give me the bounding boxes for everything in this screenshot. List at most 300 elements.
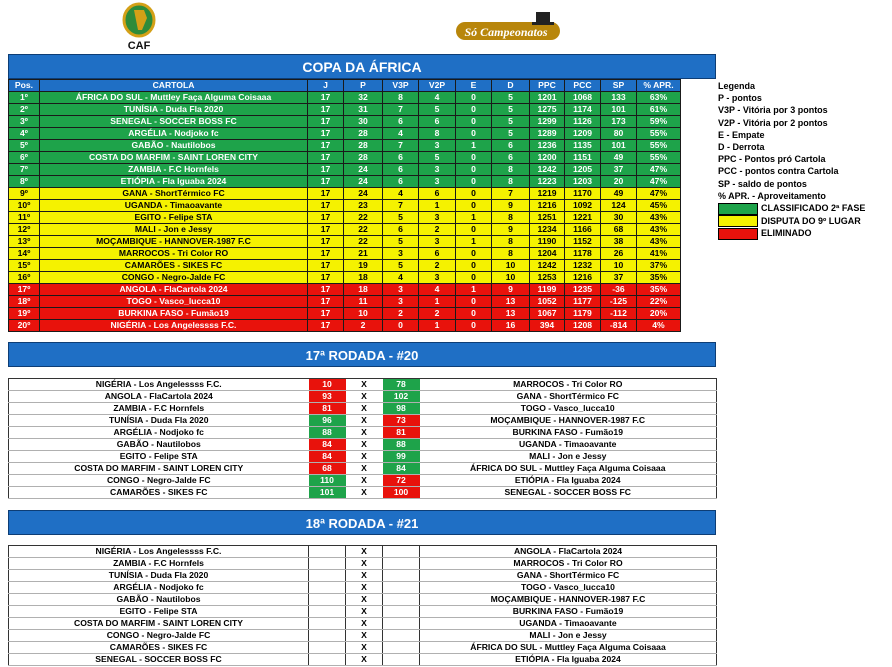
standings-row [9, 284, 681, 296]
home-team: ANGOLA - FlaCartola 2024 [9, 391, 309, 403]
match-row [9, 379, 717, 391]
standings-cell-j: 17 [308, 320, 344, 332]
standings-cell-apr: 22% [637, 296, 681, 308]
standings-cell-ppc: 1190 [530, 236, 565, 248]
away-score [383, 582, 420, 594]
legend-item: D - Derrota [718, 142, 765, 153]
away-team: ETIÓPIA - Fla Iguaba 2024 [420, 654, 717, 666]
standings-cell-pos: 15º [9, 260, 40, 272]
home-score [309, 582, 346, 594]
standings-cell-v3p: 5 [383, 212, 419, 224]
standings-cell-e: 0 [456, 272, 492, 284]
away-score: 98 [383, 403, 420, 415]
standings-cell-team: ÁFRICA DO SUL - Muttley Faça Alguma Coisaaa [40, 92, 308, 104]
standings-cell-ppc: 1200 [530, 152, 565, 164]
standings-cell-pcc: 1166 [565, 224, 601, 236]
legend-zone-label: DISPUTA DO 9º LUGAR [761, 215, 861, 226]
away-score [383, 570, 420, 582]
home-team: COSTA DO MARFIM - SAINT LOREN CITY [9, 618, 309, 630]
standings-cell-e: 0 [456, 308, 492, 320]
versus-label: X [346, 582, 383, 594]
standings-cell-sp: 101 [601, 104, 637, 116]
standings-cell-p: 28 [344, 128, 383, 140]
standings-cell-d: 9 [492, 284, 530, 296]
legend-zone [718, 215, 865, 228]
standings-header-cell: V3P [383, 80, 419, 92]
home-team: NIGÉRIA - Los Angelessss F.C. [9, 379, 309, 391]
standings-cell-p: 2 [344, 320, 383, 332]
standings-row [9, 128, 681, 140]
legend-item: V2P - Vitória por 2 pontos [718, 117, 828, 128]
legend-item: % APR. - Aproveitamento [718, 190, 826, 201]
home-score [309, 606, 346, 618]
away-team: BURKINA FASO - Fumão19 [420, 427, 717, 439]
standings-cell-ppc: 1067 [530, 308, 565, 320]
standings-cell-pcc: 1170 [565, 188, 601, 200]
standings-cell-e: 1 [456, 140, 492, 152]
match-row [9, 415, 717, 427]
versus-label: X [346, 594, 383, 606]
standings-cell-apr: 41% [637, 248, 681, 260]
standings-cell-v2p: 3 [419, 272, 456, 284]
standings-cell-pos: 11º [9, 212, 40, 224]
caf-logo-text: CAF [127, 40, 151, 52]
match-row [9, 439, 717, 451]
standings-cell-j: 17 [308, 104, 344, 116]
standings-cell-e: 1 [456, 284, 492, 296]
away-score [383, 654, 420, 666]
standings-cell-v2p: 2 [419, 224, 456, 236]
match-row [9, 582, 717, 594]
home-score: 96 [309, 415, 346, 427]
standings-header-cell: SP [601, 80, 637, 92]
versus-label: X [346, 630, 383, 642]
standings-cell-team: ANGOLA - FlaCartola 2024 [40, 284, 308, 296]
away-score [383, 606, 420, 618]
standings-cell-v2p: 6 [419, 116, 456, 128]
standings-row [9, 212, 681, 224]
standings-cell-pcc: 1177 [565, 296, 601, 308]
standings-cell-d: 9 [492, 224, 530, 236]
away-team: GANA - ShortTérmico FC [420, 391, 717, 403]
standings-cell-v3p: 5 [383, 236, 419, 248]
standings-cell-team: EGITO - Felipe STA [40, 212, 308, 224]
away-score: 84 [383, 463, 420, 475]
legend-item: E - Empate [718, 129, 765, 140]
standings-cell-e: 0 [456, 128, 492, 140]
standings-cell-p: 24 [344, 164, 383, 176]
standings-cell-ppc: 1289 [530, 128, 565, 140]
home-score [309, 630, 346, 642]
versus-label: X [346, 391, 383, 403]
standings-cell-team: GANA - ShortTérmico FC [40, 188, 308, 200]
standings-cell-pos: 3º [9, 116, 40, 128]
home-team: CAMARÕES - SIKES FC [9, 487, 309, 499]
legend [718, 80, 865, 240]
standings-row [9, 152, 681, 164]
standings-cell-e: 1 [456, 236, 492, 248]
standings-cell-ppc: 1275 [530, 104, 565, 116]
standings-cell-v3p: 3 [383, 248, 419, 260]
standings-cell-j: 17 [308, 248, 344, 260]
standings-cell-team: MOÇAMBIQUE - HANNOVER-1987 F.C [40, 236, 308, 248]
home-team: EGITO - Felipe STA [9, 606, 309, 618]
standings-cell-ppc: 1299 [530, 116, 565, 128]
standings-cell-sp: 10 [601, 260, 637, 272]
standings-cell-pos: 1º [9, 92, 40, 104]
away-score: 100 [383, 487, 420, 499]
standings-cell-pos: 8º [9, 176, 40, 188]
standings-cell-pos: 17º [9, 284, 40, 296]
away-team: TOGO - Vasco_lucca10 [420, 582, 717, 594]
versus-label: X [346, 415, 383, 427]
standings-cell-v3p: 6 [383, 116, 419, 128]
standings-cell-pcc: 1178 [565, 248, 601, 260]
standings-cell-e: 0 [456, 164, 492, 176]
standings-row [9, 140, 681, 152]
away-team: ETIÓPIA - Fla Iguaba 2024 [420, 475, 717, 487]
match-row [9, 630, 717, 642]
legend-item: P - pontos [718, 93, 762, 104]
standings-cell-sp: 68 [601, 224, 637, 236]
away-team: BURKINA FASO - Fumão19 [420, 606, 717, 618]
standings-cell-pcc: 1174 [565, 104, 601, 116]
standings-cell-v2p: 1 [419, 320, 456, 332]
standings-row [9, 308, 681, 320]
standings-cell-e: 0 [456, 116, 492, 128]
standings-cell-d: 13 [492, 296, 530, 308]
standings-cell-p: 24 [344, 176, 383, 188]
legend-zone [718, 202, 865, 215]
home-team: CONGO - Negro-Jalde FC [9, 475, 309, 487]
standings-cell-p: 23 [344, 200, 383, 212]
standings-cell-v3p: 7 [383, 200, 419, 212]
standings-cell-p: 22 [344, 236, 383, 248]
standings-header-cell: D [492, 80, 530, 92]
versus-label: X [346, 439, 383, 451]
away-team: ANGOLA - FlaCartola 2024 [420, 546, 717, 558]
home-team: ZAMBIA - F.C Hornfels [9, 403, 309, 415]
so-campeonatos-logo-text: Só Campeonatos [464, 25, 548, 39]
standings-cell-apr: 43% [637, 212, 681, 224]
home-score [309, 654, 346, 666]
standings-header-cell: V2P [419, 80, 456, 92]
standings-cell-v2p: 8 [419, 128, 456, 140]
standings-cell-apr: 61% [637, 104, 681, 116]
standings-cell-ppc: 1253 [530, 272, 565, 284]
standings-cell-v2p: 4 [419, 284, 456, 296]
standings-row [9, 188, 681, 200]
standings-cell-team: BURKINA FASO - Fumão19 [40, 308, 308, 320]
home-score: 93 [309, 391, 346, 403]
legend-item: PPC - Pontos pró Cartola [718, 154, 826, 165]
home-team: COSTA DO MARFIM - SAINT LOREN CITY [9, 463, 309, 475]
versus-label: X [346, 427, 383, 439]
home-score [309, 558, 346, 570]
home-score [309, 594, 346, 606]
standings-cell-apr: 47% [637, 176, 681, 188]
standings-cell-pcc: 1235 [565, 284, 601, 296]
legend-item: V3P - Vitória por 3 pontos [718, 105, 828, 116]
standings-cell-ppc: 1234 [530, 224, 565, 236]
standings-cell-pcc: 1151 [565, 152, 601, 164]
standings-cell-pcc: 1126 [565, 116, 601, 128]
standings-cell-d: 5 [492, 128, 530, 140]
standings-cell-e: 0 [456, 104, 492, 116]
legend-zone-swatch [718, 203, 758, 215]
standings-cell-pcc: 1205 [565, 164, 601, 176]
standings-cell-sp: 49 [601, 188, 637, 200]
standings-cell-ppc: 1242 [530, 260, 565, 272]
standings-header-cell: % APR. [637, 80, 681, 92]
standings-cell-v2p: 2 [419, 260, 456, 272]
standings-cell-apr: 4% [637, 320, 681, 332]
standings-row [9, 248, 681, 260]
standings-cell-e: 0 [456, 248, 492, 260]
standings-cell-d: 5 [492, 92, 530, 104]
standings-row [9, 224, 681, 236]
versus-label: X [346, 463, 383, 475]
match-row [9, 558, 717, 570]
match-row [9, 451, 717, 463]
standings-cell-pcc: 1179 [565, 308, 601, 320]
standings-cell-sp: 37 [601, 272, 637, 284]
standings-cell-team: ETIÓPIA - Fla Iguaba 2024 [40, 176, 308, 188]
standings-cell-apr: 37% [637, 260, 681, 272]
away-team: MALI - Jon e Jessy [420, 451, 717, 463]
versus-label: X [346, 654, 383, 666]
standings-cell-e: 0 [456, 260, 492, 272]
standings-cell-p: 18 [344, 284, 383, 296]
match-row [9, 427, 717, 439]
standings-cell-v3p: 2 [383, 308, 419, 320]
home-score: 110 [309, 475, 346, 487]
versus-label: X [346, 558, 383, 570]
standings-row [9, 92, 681, 104]
round-18-title: 18ª RODADA - #21 [8, 510, 716, 535]
standings-cell-ppc: 1052 [530, 296, 565, 308]
standings-cell-pos: 4º [9, 128, 40, 140]
standings-cell-p: 19 [344, 260, 383, 272]
home-score [309, 546, 346, 558]
standings-cell-j: 17 [308, 236, 344, 248]
standings-cell-pcc: 1209 [565, 128, 601, 140]
home-score: 84 [309, 451, 346, 463]
standings-cell-v3p: 7 [383, 140, 419, 152]
standings-cell-d: 5 [492, 116, 530, 128]
standings-row [9, 104, 681, 116]
standings-cell-pos: 5º [9, 140, 40, 152]
standings-cell-pcc: 1135 [565, 140, 601, 152]
standings-cell-pcc: 1208 [565, 320, 601, 332]
standings-cell-apr: 47% [637, 188, 681, 200]
standings-cell-j: 17 [308, 272, 344, 284]
standings-cell-apr: 45% [637, 200, 681, 212]
standings-cell-apr: 47% [637, 164, 681, 176]
home-team: ZAMBIA - F.C Hornfels [9, 558, 309, 570]
standings-header-cell: E [456, 80, 492, 92]
standings-cell-j: 17 [308, 224, 344, 236]
standings-cell-team: ARGÉLIA - Nodjoko fc [40, 128, 308, 140]
standings-header-cell: CARTOLA [40, 80, 308, 92]
standings-cell-team: SENEGAL - SOCCER BOSS FC [40, 116, 308, 128]
standings-cell-team: TUNÍSIA - Duda Fla 2020 [40, 104, 308, 116]
standings-cell-j: 17 [308, 188, 344, 200]
standings-cell-v3p: 8 [383, 92, 419, 104]
away-team: GANA - ShortTérmico FC [420, 570, 717, 582]
standings-cell-pos: 16º [9, 272, 40, 284]
standings-cell-ppc: 1216 [530, 200, 565, 212]
standings-cell-j: 17 [308, 152, 344, 164]
away-team: MARROCOS - Tri Color RO [420, 558, 717, 570]
standings-cell-j: 17 [308, 260, 344, 272]
standings-cell-ppc: 1199 [530, 284, 565, 296]
standings-cell-apr: 35% [637, 272, 681, 284]
standings-cell-p: 22 [344, 212, 383, 224]
away-team: MARROCOS - Tri Color RO [420, 379, 717, 391]
standings-cell-d: 13 [492, 308, 530, 320]
standings-cell-d: 16 [492, 320, 530, 332]
standings-cell-d: 6 [492, 152, 530, 164]
standings-cell-j: 17 [308, 200, 344, 212]
legend-zone-swatch [718, 215, 758, 227]
home-team: SENEGAL - SOCCER BOSS FC [9, 654, 309, 666]
standings-cell-d: 9 [492, 200, 530, 212]
standings-cell-e: 0 [456, 320, 492, 332]
standings-cell-pcc: 1092 [565, 200, 601, 212]
away-score [383, 618, 420, 630]
standings-cell-p: 10 [344, 308, 383, 320]
away-score: 73 [383, 415, 420, 427]
legend-zone-label: ELIMINADO [761, 228, 812, 239]
away-team: ÁFRICA DO SUL - Muttley Faça Alguma Coisaaa [420, 642, 717, 654]
standings-header-cell: PCC [565, 80, 601, 92]
standings-cell-apr: 55% [637, 140, 681, 152]
standings-cell-sp: 133 [601, 92, 637, 104]
standings-cell-j: 17 [308, 212, 344, 224]
standings-cell-v2p: 3 [419, 176, 456, 188]
match-row [9, 618, 717, 630]
standings-header-row [9, 80, 681, 92]
standings-cell-ppc: 1201 [530, 92, 565, 104]
standings-row [9, 272, 681, 284]
standings-cell-v2p: 5 [419, 152, 456, 164]
standings-cell-sp: 124 [601, 200, 637, 212]
match-row [9, 654, 717, 666]
versus-label: X [346, 642, 383, 654]
standings-cell-d: 8 [492, 176, 530, 188]
match-row [9, 487, 717, 499]
match-row [9, 403, 717, 415]
standings-cell-sp: 20 [601, 176, 637, 188]
standings-cell-v2p: 1 [419, 296, 456, 308]
legend-zone-label: CLASSIFICADO 2ª FASE [761, 203, 866, 214]
standings-cell-apr: 59% [637, 116, 681, 128]
standings-cell-v2p: 2 [419, 308, 456, 320]
standings-cell-j: 17 [308, 284, 344, 296]
standings-row [9, 236, 681, 248]
standings-row [9, 164, 681, 176]
match-row [9, 546, 717, 558]
standings-cell-v2p: 1 [419, 200, 456, 212]
standings-cell-d: 8 [492, 236, 530, 248]
standings-cell-pcc: 1216 [565, 272, 601, 284]
legend-title: Legenda [718, 81, 756, 91]
standings-cell-v2p: 5 [419, 104, 456, 116]
home-score: 88 [309, 427, 346, 439]
standings-cell-sp: 38 [601, 236, 637, 248]
round-17-title: 17ª RODADA - #20 [8, 342, 716, 367]
standings-cell-ppc: 1204 [530, 248, 565, 260]
away-score [383, 558, 420, 570]
away-team: MOÇAMBIQUE - HANNOVER-1987 F.C [420, 594, 717, 606]
standings-cell-sp: -112 [601, 308, 637, 320]
standings-cell-d: 8 [492, 212, 530, 224]
standings-cell-v2p: 3 [419, 164, 456, 176]
standings-row [9, 200, 681, 212]
standings-cell-team: NIGÉRIA - Los Angelessss F.C. [40, 320, 308, 332]
standings-cell-v3p: 4 [383, 188, 419, 200]
standings-cell-p: 32 [344, 92, 383, 104]
standings-cell-pos: 18º [9, 296, 40, 308]
home-team: ARGÉLIA - Nodjoko fc [9, 582, 309, 594]
standings-cell-j: 17 [308, 140, 344, 152]
standings-cell-j: 17 [308, 116, 344, 128]
home-score: 68 [309, 463, 346, 475]
standings-cell-sp: -36 [601, 284, 637, 296]
standings-cell-pos: 14º [9, 248, 40, 260]
standings-cell-v2p: 3 [419, 140, 456, 152]
versus-label: X [346, 570, 383, 582]
standings-cell-v2p: 3 [419, 236, 456, 248]
standings-cell-sp: 101 [601, 140, 637, 152]
standings-cell-sp: -814 [601, 320, 637, 332]
standings-cell-d: 10 [492, 260, 530, 272]
standings-cell-pcc: 1221 [565, 212, 601, 224]
away-score: 72 [383, 475, 420, 487]
versus-label: X [346, 403, 383, 415]
match-row [9, 606, 717, 618]
standings-table [8, 79, 681, 332]
caf-logo [112, 2, 166, 52]
standings-cell-p: 31 [344, 104, 383, 116]
standings-cell-j: 17 [308, 176, 344, 188]
standings-cell-sp: -125 [601, 296, 637, 308]
legend-zone [718, 227, 865, 240]
standings-cell-pos: 7º [9, 164, 40, 176]
standings-cell-team: COSTA DO MARFIM - SAINT LOREN CITY [40, 152, 308, 164]
away-score: 102 [383, 391, 420, 403]
standings-cell-ppc: 1219 [530, 188, 565, 200]
standings-cell-v3p: 5 [383, 260, 419, 272]
standings-cell-p: 24 [344, 188, 383, 200]
standings-cell-team: MARROCOS - Tri Color RO [40, 248, 308, 260]
standings-cell-v2p: 6 [419, 188, 456, 200]
standings-row [9, 260, 681, 272]
standings-cell-pcc: 1152 [565, 236, 601, 248]
versus-label: X [346, 475, 383, 487]
round-17-matches-table [8, 378, 717, 499]
away-team: UGANDA - Timaoavante [420, 618, 717, 630]
away-team: UGANDA - Timaoavante [420, 439, 717, 451]
standings-cell-d: 10 [492, 272, 530, 284]
standings-cell-d: 6 [492, 140, 530, 152]
standings-cell-v2p: 4 [419, 92, 456, 104]
away-team: MALI - Jon e Jessy [420, 630, 717, 642]
standings-cell-e: 0 [456, 92, 492, 104]
standings-cell-team: TOGO - Vasco_lucca10 [40, 296, 308, 308]
standings-cell-p: 11 [344, 296, 383, 308]
